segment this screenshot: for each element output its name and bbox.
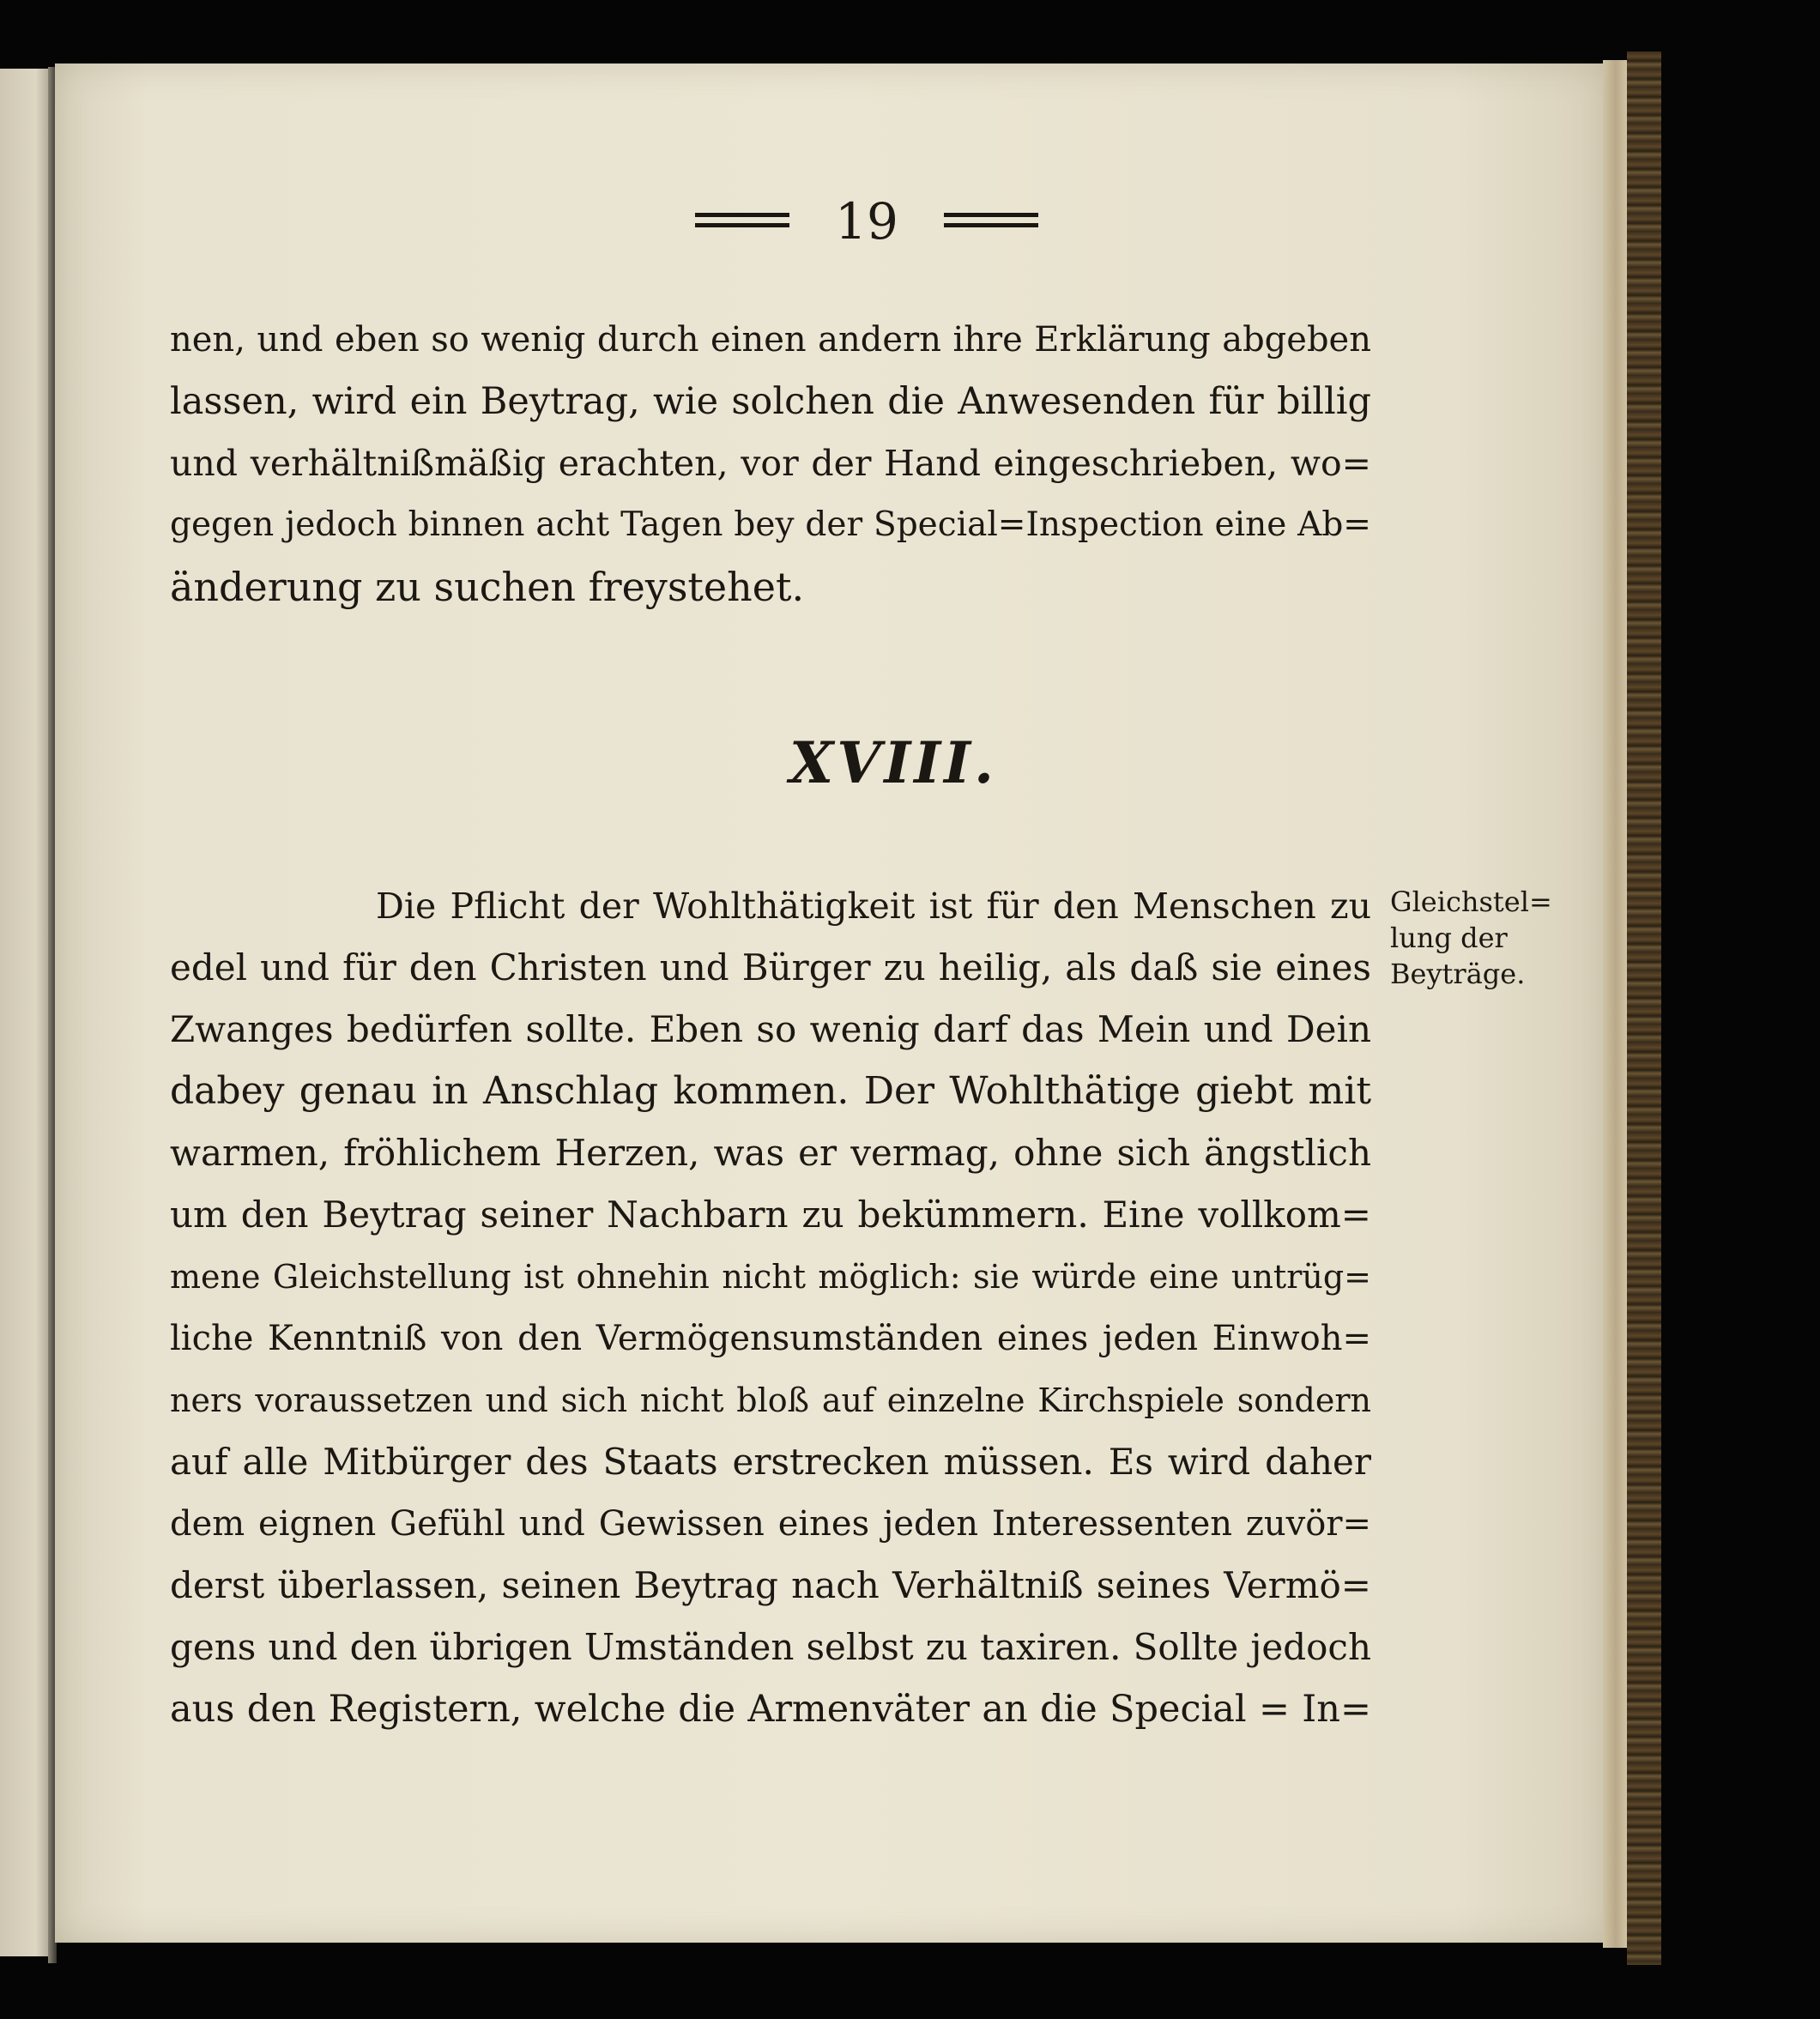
text-line: aus den Registern, welche die Armenväter an die Special = In= [170,1688,1371,1731]
header-rule-right-bottom [944,223,1038,227]
text-line: auf alle Mitbürger des Staats erstrecken müssen. Es wird daher [170,1441,1371,1483]
paragraph-section-xviii [170,875,1371,1740]
text-line: edel und für den Christen und Bürger zu heilig, als daß sie eines [170,946,1371,988]
text-line: gens und den übrigen Umständen selbst zu taxiren. Sollte jedoch [170,1626,1371,1668]
book-cover-edge [1627,51,1661,1965]
text-line: derst überlassen, seinen Beytrag nach Verhältniß seines Vermö= [170,1564,1371,1606]
text-line: gegen jedoch binnen acht Tagen bey der Special=Inspection eine Ab= [170,505,1371,544]
margin-note-line: Beyträge. [1390,958,1526,990]
text-line: ners voraussetzen und sich nicht bloß auf einzelne Kirchspiele sondern [170,1381,1371,1419]
margin-note-line: lung der [1390,922,1508,954]
text-line: liche Kenntniß von den Vermögensumständen eines jeden Einwoh= [170,1319,1371,1358]
section-heading: XVIII. [789,729,998,796]
paragraph-continued [170,309,1371,618]
text-line: warmen, fröhlichem Herzen, was er vermag, ohne sich ängstlich [170,1132,1371,1174]
header-rule-right-top [944,213,1038,217]
text-line: und verhältnißmäßig erachten, vor der Hand eingeschrieben, wo= [170,443,1371,484]
text-line: dem eignen Gefühl und Gewissen eines jeden Interessenten zuvör= [170,1504,1371,1544]
margin-note-line: Gleichstel= [1390,886,1552,918]
text-line: mene Gleichstellung ist ohnehin nicht möglich: sie würde eine untrüg= [170,1258,1371,1296]
text-line: Zwanges bedürfen sollte. Eben so wenig darf das Mein und Dein [170,1008,1371,1050]
text-line: nen, und eben so wenig durch einen andern ihre Erklärung abgeben [170,320,1371,360]
page-header [686,192,1047,257]
text-line: um den Beytrag seiner Nachbarn zu bekümmern. Eine vollkom= [170,1194,1371,1236]
text-line: lassen, wird ein Beytrag, wie solchen die Anwesenden für billig [170,380,1371,423]
text-line: änderung zu suchen freystehet. [170,564,805,610]
header-rule-left-bottom [695,223,789,227]
page-number: 19 [835,192,898,251]
margin-note [1390,884,1562,992]
left-page-edge [0,69,51,1956]
text-line: Die Pflicht der Wohlthätigkeit ist für den Menschen zu [376,886,1371,927]
text-line: dabey genau in Anschlag kommen. Der Wohlthätige giebt mit [170,1069,1371,1113]
header-rule-left-top [695,213,789,217]
page-fore-edges [1603,60,1629,1948]
